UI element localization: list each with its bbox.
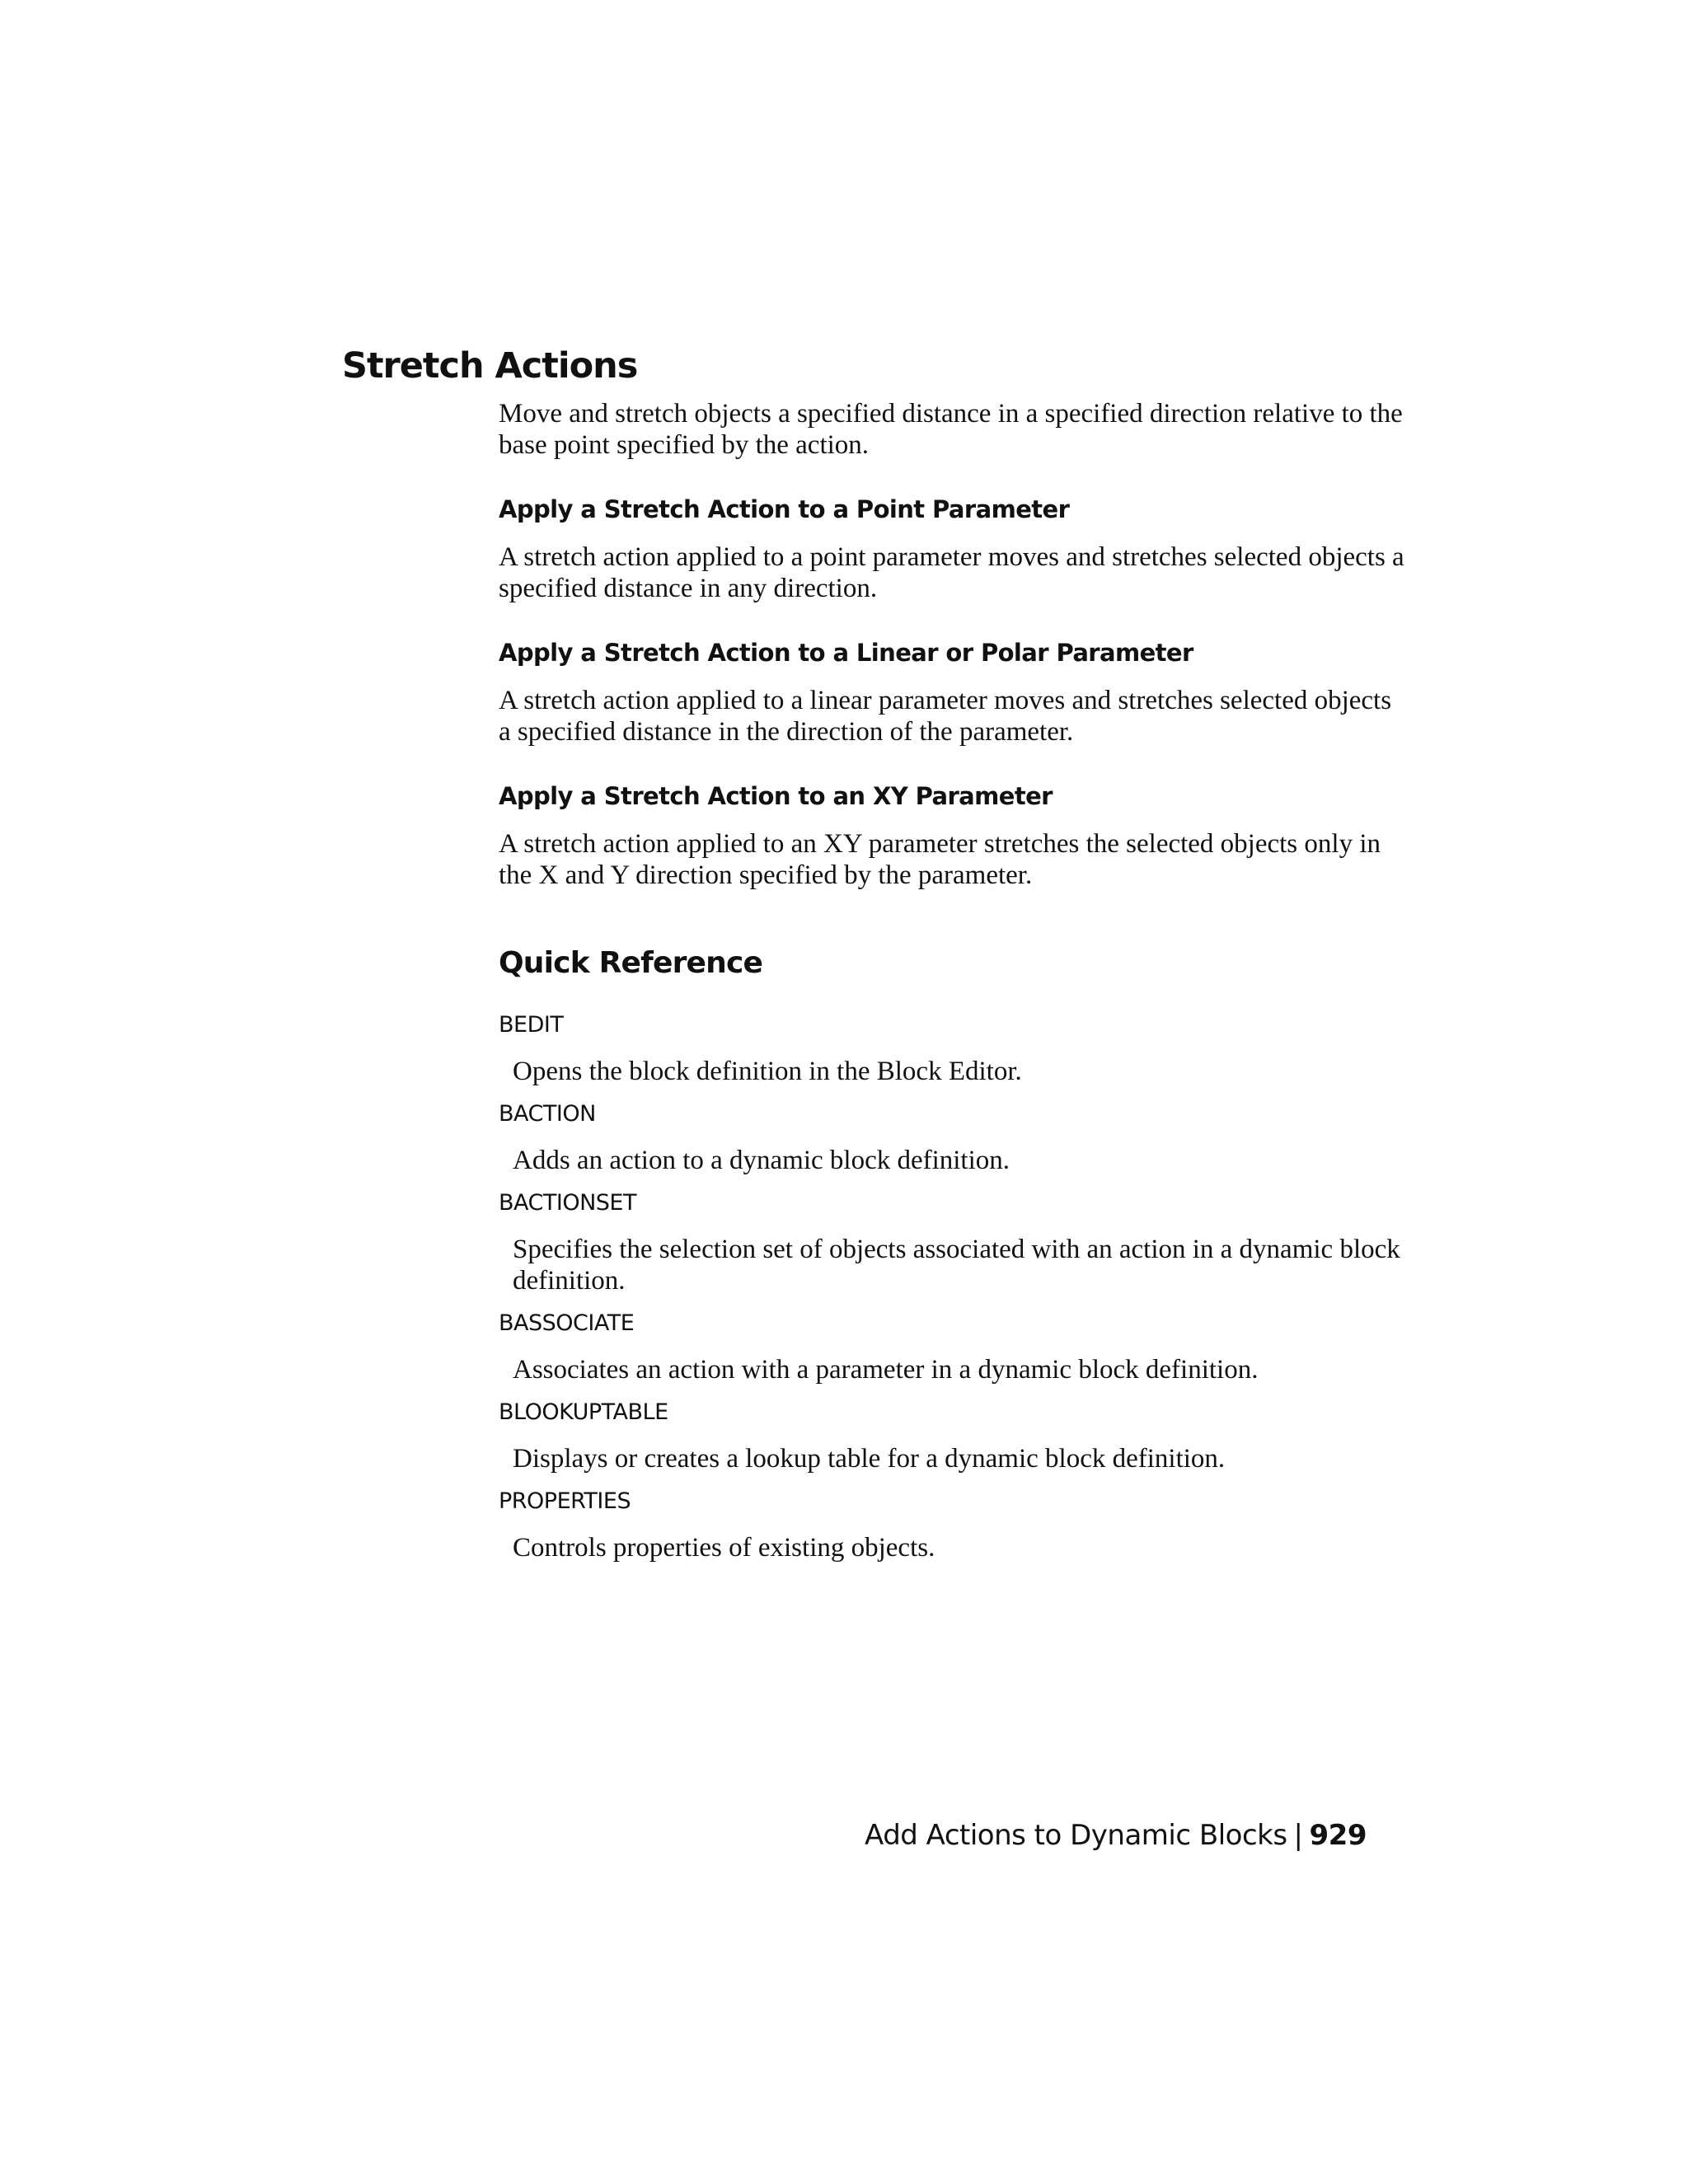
list-item [499, 1189, 1405, 1296]
footer-separator: | [1293, 1819, 1303, 1852]
command-description: Controls properties of existing objects. [513, 1533, 935, 1563]
command-name: BEDIT [499, 1012, 564, 1038]
command-description: Adds an action to a dynamic block definition. [513, 1146, 1010, 1175]
footer-chapter-title: Add Actions to Dynamic Blocks [865, 1819, 1287, 1852]
section-content [499, 398, 1405, 1577]
page-footer [865, 1817, 1367, 1854]
subsection-xy-parameter [499, 781, 1405, 891]
list-item [499, 1310, 1405, 1385]
subsection-heading: Apply a Stretch Action to a Linear or Polar Parameter [499, 639, 1193, 667]
subsection-point-parameter [499, 494, 1405, 604]
command-description: Associates an action with a parameter in a dynamic block definition. [513, 1355, 1259, 1385]
list-item [499, 1399, 1405, 1474]
command-name: BLOOKUPTABLE [499, 1399, 668, 1425]
list-item [499, 1488, 1405, 1563]
command-description: Specifies the selection set of objects associated with an action in a dynamic block definition. [513, 1235, 1400, 1296]
command-name: BACTIONSET [499, 1190, 636, 1216]
subsection-heading: Apply a Stretch Action to an XY Parameter [499, 782, 1053, 810]
list-item [499, 1011, 1405, 1087]
subsection-heading: Apply a Stretch Action to a Point Parameter [499, 495, 1070, 523]
subsection-text: A stretch action applied to an XY parameter stretches the selected objects only in the X and Y direction specified by the parameter. [499, 829, 1381, 890]
section-intro: Move and stretch objects a specified distance in a specified direction relative to the base point specified by the action. [499, 399, 1403, 460]
list-item [499, 1100, 1405, 1176]
quick-reference-list [499, 1011, 1405, 1563]
page-number: 929 [1309, 1819, 1367, 1852]
command-name: BACTION [499, 1101, 596, 1127]
command-description: Opens the block definition in the Block Editor. [513, 1057, 1022, 1086]
subsection-text: A stretch action applied to a point parameter moves and stretches selected objects a specified distance in any direction. [499, 542, 1404, 603]
command-name: BASSOCIATE [499, 1310, 635, 1336]
command-name: PROPERTIES [499, 1488, 631, 1514]
quick-reference-title: Quick Reference [499, 946, 763, 980]
command-description: Displays or creates a lookup table for a dynamic block definition. [513, 1444, 1226, 1474]
section-title: Stretch Actions [342, 345, 638, 387]
subsection-linear-polar-parameter [499, 638, 1405, 748]
subsection-text: A stretch action applied to a linear parameter moves and stretches selected objects a specified distance in the direction of the parameter. [499, 686, 1392, 747]
